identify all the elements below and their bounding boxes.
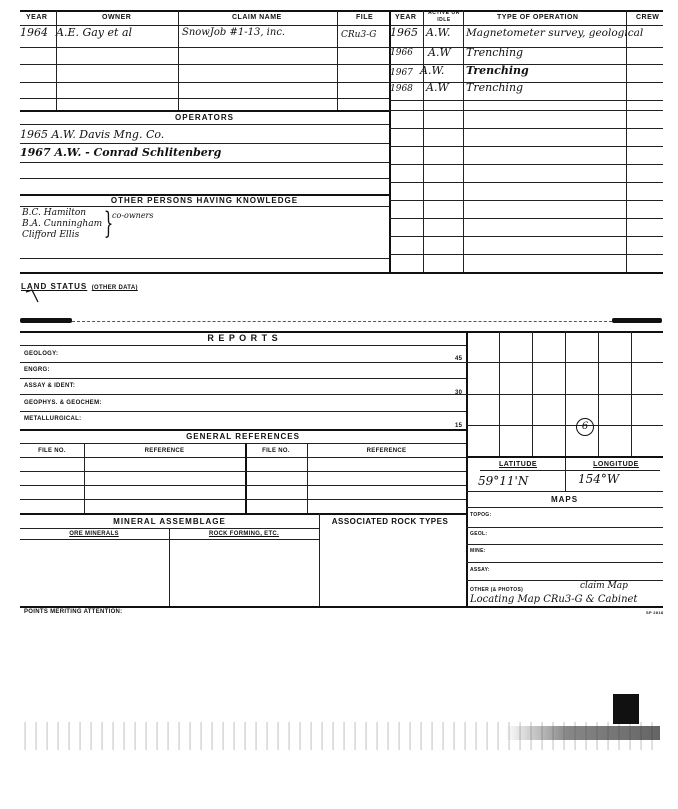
latlong-bottom-line <box>466 491 663 492</box>
op-row-line-7 <box>389 146 663 147</box>
op-row-line-5 <box>389 110 663 111</box>
operator-2: 1967 A.W. - Conrad Schlitenberg <box>20 146 222 159</box>
maps-line-2 <box>466 544 663 545</box>
hdr-sep-1 <box>56 10 57 25</box>
ref-col-sep-3 <box>307 443 308 513</box>
header-active-idle: ACTIVE OR IDLE <box>428 10 460 23</box>
operator-line-2 <box>20 162 389 163</box>
operators-top-line <box>20 110 389 112</box>
owner-claim-name: SnowJob #1-13, inc. <box>182 27 286 38</box>
separator-bar-right <box>612 318 662 323</box>
grid-col-3 <box>565 331 566 491</box>
header-type-of-operation: TYPE OF OPERATION <box>497 14 579 21</box>
maps-title-line <box>466 507 663 508</box>
knowledge-title-line <box>20 206 389 207</box>
operators-title-line <box>20 124 389 125</box>
maps-geol: GEOL: <box>470 531 488 537</box>
op-row-line-1 <box>389 47 663 48</box>
longitude-label: LONGITUDE <box>593 461 639 468</box>
op-year-2: 1966 <box>390 48 413 58</box>
knowledge-note: co-owners <box>112 211 154 220</box>
op-row-line-3 <box>389 82 663 83</box>
assoc-rock-types: ASSOCIATED ROCK TYPES <box>331 517 449 526</box>
hdr-sep-3 <box>337 10 338 25</box>
knowledge-person-2: B.A. Cunningham <box>22 219 103 229</box>
reports-engrg: ENGRG: <box>24 367 50 373</box>
scale-30: 30 <box>455 390 463 396</box>
knowledge-line <box>20 258 389 259</box>
mineral-title: MINERAL ASSEMBLAGE <box>113 517 226 526</box>
operator-line-1 <box>20 143 389 144</box>
reports-line-1 <box>20 362 466 363</box>
maps-other-note-1: claim Map <box>580 581 628 591</box>
reports-geology: GEOLOGY: <box>24 351 59 357</box>
reports-metallurgical: METALLURGICAL: <box>24 416 82 422</box>
op-row-line-13 <box>389 254 663 255</box>
owner-row-line-1 <box>20 47 389 48</box>
grid-bottom <box>466 456 663 458</box>
scale-45: 45 <box>455 356 463 362</box>
ref-col-reference-2: REFERENCE <box>366 448 407 454</box>
op-type-4: Trenching <box>466 81 524 94</box>
hdr-sep-5 <box>423 10 424 273</box>
owner-row-line-3 <box>20 82 389 83</box>
grid-mark-text: 6 <box>581 421 589 432</box>
op-row-line-11 <box>389 218 663 219</box>
reports-assay: ASSAY & IDENT: <box>24 383 76 389</box>
top-table-bottom <box>20 272 663 274</box>
operator-line-3 <box>20 178 389 179</box>
op-year-3: 1967 <box>390 68 413 78</box>
ref-header-line <box>20 457 466 458</box>
maps-topog: TOPOG: <box>470 512 492 518</box>
operator-1: 1965 A.W. Davis Mng. Co. <box>20 128 165 141</box>
reports-geophys: GEOPHYS. & GEOCHEM: <box>24 400 102 406</box>
scan-dark-square <box>613 694 639 724</box>
maps-line-1 <box>466 527 663 528</box>
header-year: YEAR <box>26 14 48 21</box>
reports-line-4 <box>20 411 466 412</box>
header-file: FILE <box>356 14 374 21</box>
mineral-assoc-sep <box>319 513 320 607</box>
owner-row-line-4 <box>20 98 389 99</box>
op-status-3: A.W. <box>420 64 445 77</box>
ref-line-3 <box>20 499 466 500</box>
op-row-line-2 <box>389 64 663 65</box>
op-row-line-8 <box>389 164 663 165</box>
op-row-line-6 <box>389 128 663 129</box>
grid-row-3 <box>466 425 663 426</box>
scan-dark-smear <box>505 726 660 740</box>
rock-forming-label: ROCK FORMING, ETC. <box>208 531 280 537</box>
reports-line-2 <box>20 378 466 379</box>
reports-title: R E P O R T S <box>207 333 279 343</box>
longitude-value: 154°W <box>578 472 620 486</box>
latlong-label-line <box>480 470 660 471</box>
op-year-4: 1968 <box>390 84 413 94</box>
knowledge-person-1: B.C. Hamilton <box>22 208 87 218</box>
separator-bar-left <box>20 318 72 323</box>
maps-other-note-2: Locating Map CRu3-G & Cabinet <box>470 594 638 605</box>
op-row-line-9 <box>389 182 663 183</box>
general-refs-title: GENERAL REFERENCES <box>186 432 300 441</box>
ref-col-sep-1 <box>84 443 85 513</box>
ref-line-2 <box>20 485 466 486</box>
grid-row-2 <box>466 394 663 395</box>
ref-line-1 <box>20 471 466 472</box>
maps-line-4 <box>466 580 663 581</box>
hdr-sep-2 <box>178 10 179 25</box>
op-status-4: A.W <box>426 81 449 94</box>
op-status-1: A.W. <box>426 26 451 39</box>
op-year-1: 1965 <box>390 26 418 39</box>
ref-col-file-2: FILE NO. <box>262 448 290 454</box>
maps-mine: MINE: <box>470 548 486 554</box>
ore-minerals-label: ORE MINERALS <box>69 531 119 537</box>
latitude-value: 59°11'N <box>478 474 529 488</box>
owner-col-1 <box>56 25 57 110</box>
op-row-line-4 <box>389 100 663 101</box>
ref-col-sep-2 <box>245 443 247 513</box>
owner-row-line-2 <box>20 64 389 65</box>
maps-assay: ASSAY: <box>470 567 490 573</box>
land-status-label: LAND STATUS <box>21 282 88 291</box>
knowledge-person-3: Clifford Ellis <box>22 230 80 240</box>
owner-col-2 <box>178 25 179 110</box>
grid-left-border <box>466 331 468 607</box>
header-claim-name: CLAIM NAME <box>232 14 282 21</box>
grid-mark <box>576 418 594 436</box>
owner-col-3 <box>337 25 338 110</box>
maps-other: OTHER (& PHOTOS) <box>470 587 524 593</box>
owner-file: CRu3-G <box>341 30 377 40</box>
op-row-line-10 <box>389 200 663 201</box>
form-number: SP 2818 <box>646 610 664 615</box>
op-type-1: Magnetometer survey, geological <box>466 27 644 39</box>
operators-title: OPERATORS <box>175 113 234 122</box>
land-status-mark <box>24 288 44 308</box>
op-type-2: Trenching <box>466 46 524 59</box>
hdr-sep-7 <box>626 10 627 273</box>
reports-title-line <box>20 345 466 346</box>
mineral-col-sep <box>169 528 170 607</box>
ref-col-file-1: FILE NO. <box>38 448 66 454</box>
owner-name: A.E. Gay et al <box>56 26 133 39</box>
op-type-3: Trenching <box>466 64 529 77</box>
general-refs-title-line <box>20 443 466 444</box>
knowledge-title: OTHER PERSONS HAVING KNOWLEDGE <box>110 196 299 205</box>
op-status-2: A.W <box>428 46 451 59</box>
bottom-border <box>20 606 663 608</box>
knowledge-bracket: } <box>103 206 114 241</box>
header-owner: OWNER <box>102 14 132 21</box>
scale-15: 15 <box>455 423 463 429</box>
mineral-top <box>20 513 466 515</box>
reports-line-3 <box>20 394 466 395</box>
header-year-2: YEAR <box>395 14 417 21</box>
op-row-line-12 <box>389 236 663 237</box>
reports-bottom <box>20 429 466 431</box>
points-meriting: POINTS MERITING ATTENTION: <box>24 609 123 615</box>
owner-year: 1964 <box>20 26 48 39</box>
maps-line-3 <box>466 562 663 563</box>
grid-row-1 <box>466 362 663 363</box>
latitude-label: LATITUDE <box>498 461 538 468</box>
land-status-sub: (OTHER DATA) <box>91 285 138 291</box>
separator-dotted <box>72 321 612 322</box>
header-crew: CREW <box>636 14 660 21</box>
ref-col-reference-1: REFERENCE <box>144 448 185 454</box>
maps-title: MAPS <box>550 495 579 504</box>
top-border <box>20 10 663 12</box>
hdr-sep-6 <box>463 10 464 273</box>
